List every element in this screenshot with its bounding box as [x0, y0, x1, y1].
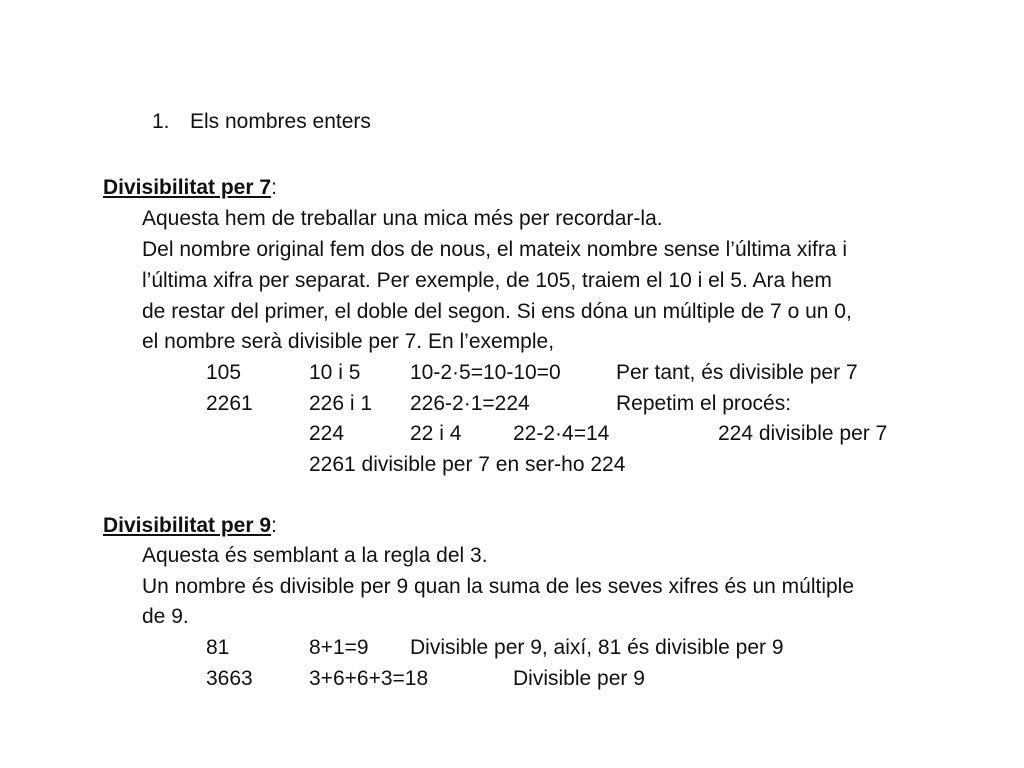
section-7-heading-line	[103, 175, 277, 201]
ex7-row1-split: 10 i 5	[309, 361, 361, 384]
ex9-row2-sum: 3+6+6+3=18	[309, 667, 429, 690]
section-7-line-4: de restar del primer, el doble del segon. Si ens dóna un múltiple de 7 o un 0,	[142, 300, 852, 323]
section-7-line-5: el nombre serà divisible per 7. En l’exemple,	[142, 330, 555, 353]
ex7-row2-result: Repetim el procés:	[616, 392, 792, 415]
section-9-heading-line	[103, 513, 277, 539]
section-7-heading: Divisibilitat per 7	[103, 176, 272, 199]
list-number: 1.	[152, 110, 170, 133]
ex7-row1-result: Per tant, és divisible per 7	[616, 361, 858, 384]
ex7-row2-split: 226 i 1	[309, 392, 373, 415]
section-9-heading: Divisibilitat per 9	[103, 514, 272, 537]
ex7-row3-calc: 22-2·4=14	[513, 422, 610, 445]
section-9-line-3: de 9.	[142, 605, 189, 628]
ex7-row3-result: 224 divisible per 7	[718, 422, 888, 445]
ex7-row1-calc: 10-2·5=10-10=0	[410, 361, 561, 384]
section-7-line-1: Aquesta hem de treballar una mica més per recordar-la.	[142, 207, 663, 230]
ex9-row2-result: Divisible per 9	[513, 667, 645, 690]
ex7-row2-number: 2261	[206, 392, 253, 415]
ex9-row1-number: 81	[206, 636, 230, 659]
ex9-row2-number: 3663	[206, 667, 253, 690]
section-9-colon: :	[271, 514, 277, 537]
section-9-line-2: Un nombre és divisible per 9 quan la suma de les seves xifres és un múltiple	[142, 575, 855, 598]
section-7-line-3: l’última xifra per separat. Per exemple, de 105, traiem el 10 i el 5. Ara hem	[142, 269, 832, 292]
section-7-line-2: Del nombre original fem dos de nous, el mateix nombre sense l’última xifra i	[142, 238, 847, 261]
list-title: Els nombres enters	[190, 110, 371, 133]
ex7-row3-number: 224	[309, 422, 345, 445]
ex7-row1-number: 105	[206, 361, 242, 384]
section-7-colon: :	[271, 176, 277, 199]
ex7-row2-calc: 226-2·1=224	[410, 392, 530, 415]
ex9-row1-result: Divisible per 9, així, 81 és divisible per 9	[410, 636, 784, 659]
section-9-line-1: Aquesta és semblant a la regla del 3.	[142, 544, 488, 567]
ex9-row1-sum: 8+1=9	[309, 636, 369, 659]
ex7-row3-split: 22 i 4	[410, 422, 462, 445]
ex7-row4-conclusion: 2261 divisible per 7 en ser-ho 224	[309, 453, 626, 476]
